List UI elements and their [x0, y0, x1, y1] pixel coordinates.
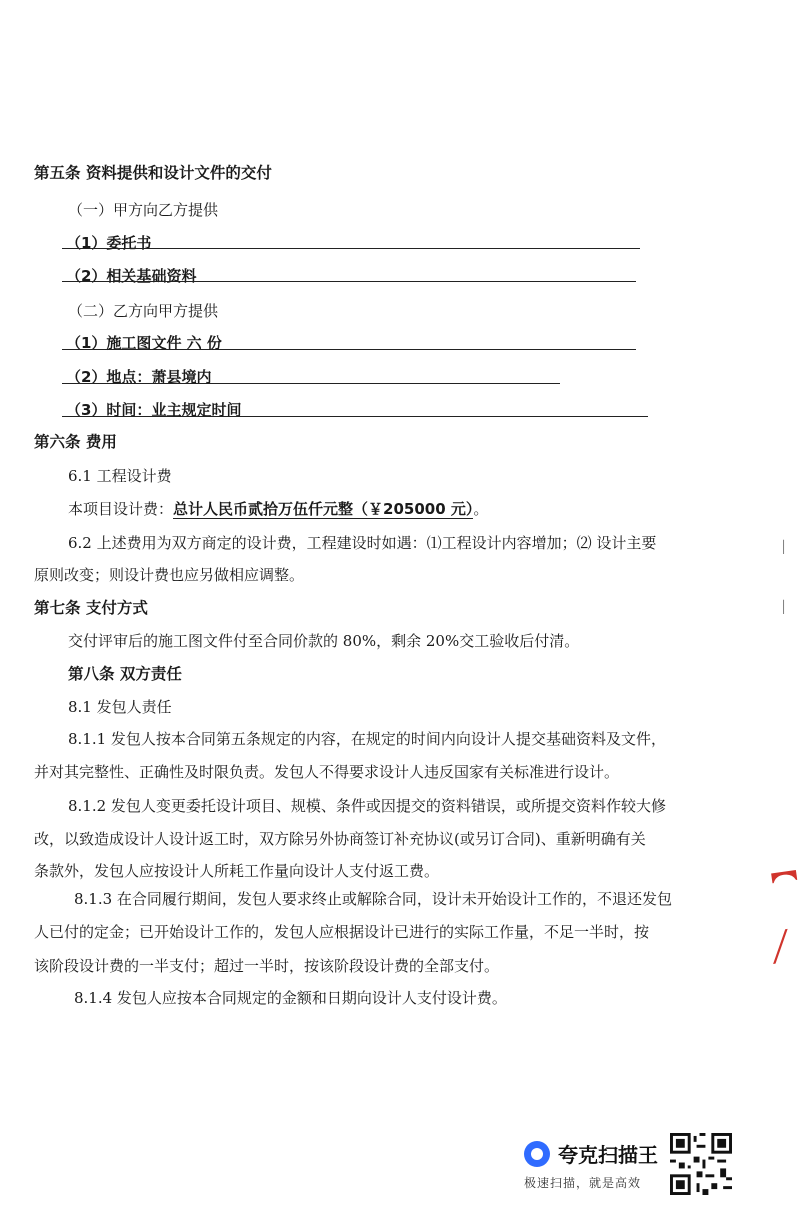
underline-item-2 — [62, 281, 636, 282]
article-8-1-3-line-2: 人已付的定金；已开始设计工作的，发包人应根据设计已进行的实际工作量，不足一半时，按 — [34, 923, 650, 941]
article-6-2-line-2: 原则改变；则设计费也应另做相应调整。 — [34, 566, 305, 584]
fee-prefix: 本项目设计费： — [68, 500, 174, 518]
article-5-item-4: （2）地点：萧县境内 — [66, 368, 212, 386]
quark-logo-icon — [524, 1141, 550, 1167]
underline-item-4 — [62, 383, 560, 384]
article-5-item-5: （3）时间：业主规定时间 — [66, 401, 242, 419]
underline-item-1 — [62, 248, 640, 249]
watermark-brand: 夸克扫描王 — [558, 1143, 658, 1167]
article-7-text: 交付评审后的施工图文件付至合同价款的 80%，剩余 20%交工验收后付清。 — [68, 632, 580, 650]
article-5-heading: 第五条 资料提供和设计文件的交付 — [34, 164, 272, 182]
red-stamp-fragment-icon: ╱ — [769, 928, 792, 965]
fee-amount: 总计人民币贰拾万伍仟元整（￥205000 元） — [173, 500, 474, 518]
article-8-1-2-line-1: 8.1.2 发包人变更委托设计项目、规模、条件或因提交的资料错误，或所提交资料作较大修 — [68, 797, 666, 815]
article-5-item-1: （1）委托书 — [66, 234, 152, 252]
underline-item-5 — [62, 416, 648, 417]
article-6-1-title: 6.1 工程设计费 — [68, 467, 172, 485]
fee-suffix: 。 — [473, 500, 489, 518]
article-8-1-4-line-1: 8.1.4 发包人应按本合同规定的金额和日期向设计人支付设计费。 — [74, 989, 507, 1007]
edge-scan-mark-icon: │ — [780, 600, 788, 614]
article-5-subsection-2: （二）乙方向甲方提供 — [68, 302, 219, 320]
article-8-1-1-line-2: 并对其完整性、正确性及时限负责。发包人不得要求设计人违反国家有关标准进行设计。 — [34, 763, 620, 781]
article-5-subsection-1: （一）甲方向乙方提供 — [68, 201, 219, 219]
edge-scan-mark-icon: │ — [780, 540, 788, 554]
article-8-1-title: 8.1 发包人责任 — [68, 698, 172, 716]
article-8-1-1-line-1: 8.1.1 发包人按本合同第五条规定的内容，在规定的时间内向设计人提交基础资料及文件， — [68, 730, 666, 748]
article-8-1-2-line-2: 改，以致造成设计人设计返工时，双方除另外协商签订补充协议(或另订合同)、重新明确有关 — [34, 830, 646, 848]
scanner-watermark — [518, 1132, 668, 1194]
red-stamp-fragment-icon: ︻ — [768, 854, 798, 888]
article-6-1-fee-line — [68, 499, 488, 519]
article-5-item-2: （2）相关基础资料 — [66, 267, 197, 285]
article-7-heading: 第七条 支付方式 — [34, 599, 148, 617]
article-8-1-2-line-3: 条款外，发包人应按设计人所耗工作量向设计人支付返工费。 — [34, 862, 440, 880]
article-5-item-3: （1）施工图文件 六 份 — [66, 334, 222, 352]
article-6-heading: 第六条 费用 — [34, 433, 117, 451]
underline-item-3 — [62, 349, 636, 350]
qr-code-icon — [670, 1133, 732, 1195]
article-8-1-3-line-1: 8.1.3 在合同履行期间，发包人要求终止或解除合同，设计未开始设计工作的，不退还发包 — [74, 890, 672, 908]
article-8-1-3-line-3: 该阶段设计费的一半支付；超过一半时，按该阶段设计费的全部支付。 — [34, 957, 500, 975]
watermark-slogan: 极速扫描，就是高效 — [524, 1176, 642, 1190]
article-6-2-line-1: 6.2 上述费用为双方商定的设计费，工程建设时如遇：⑴工程设计内容增加；⑵ 设计主要 — [68, 534, 657, 552]
article-8-heading: 第八条 双方责任 — [68, 665, 182, 683]
